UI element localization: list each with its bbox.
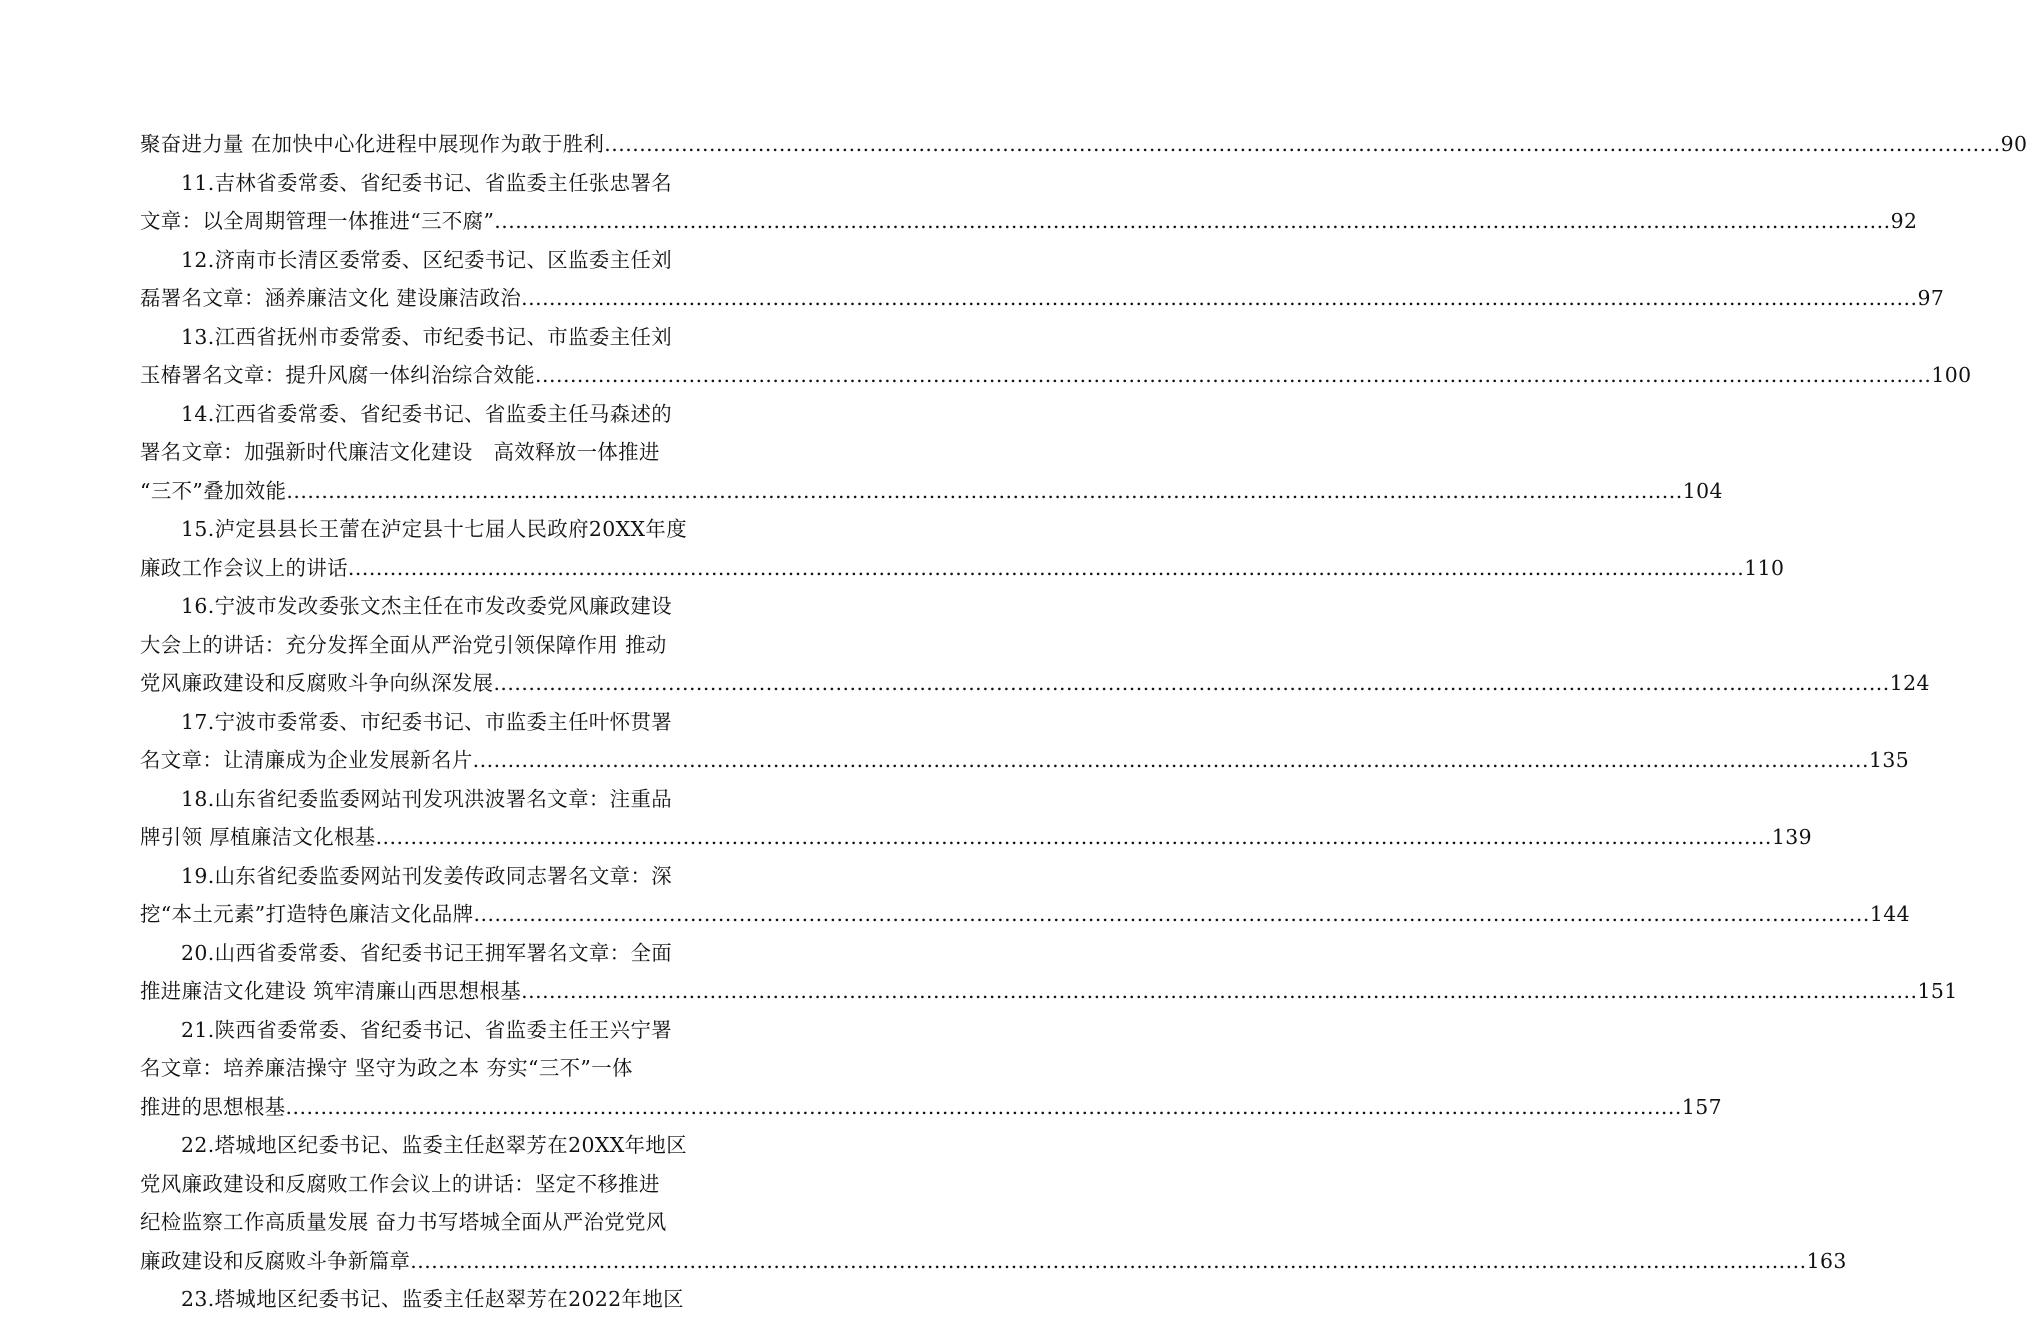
- toc-line: [140, 857, 770, 896]
- dot-leader: ........................................................................................................................................................................................................: [521, 286, 1918, 310]
- toc-page-number: 163: [1806, 1248, 1847, 1273]
- dot-leader: ........................................................................................................................................................................................................: [535, 363, 1932, 387]
- toc-page-number: 124: [1889, 671, 1930, 695]
- toc-page-number: 157: [1681, 1094, 1722, 1119]
- toc-line-text: 挖“本土元素”打造特色廉洁文化品牌: [140, 902, 474, 926]
- toc-line: [140, 510, 770, 549]
- toc-line: [140, 318, 770, 357]
- toc-line-text: 17.宁波市委常委、市纪委书记、市监委主任叶怀贯署: [181, 709, 673, 734]
- toc-page-number: 135: [1868, 748, 1910, 772]
- toc-page-number: 104: [1682, 478, 1723, 503]
- toc-page-number: 92: [1890, 209, 1918, 233]
- toc-line-text: 磊署名文章：涵养廉洁文化 建设廉洁政治: [140, 286, 522, 310]
- toc-line: [140, 549, 1785, 588]
- toc-line-text: 23.塔城地区纪委书记、监委主任赵翠芳在2022年地区: [181, 1287, 684, 1311]
- toc-line: [140, 472, 1723, 511]
- toc-line: [140, 1126, 770, 1165]
- toc-page-number: 110: [1744, 555, 1785, 580]
- toc-line: [140, 780, 770, 819]
- toc-line: [140, 395, 770, 434]
- toc-line: [140, 626, 770, 665]
- toc-line-text: 13.江西省抚州市委常委、市纪委书记、市监委主任刘: [181, 324, 673, 349]
- toc-line: [140, 895, 1910, 934]
- dot-leader: ........................................................................................................................................................................................................: [493, 671, 1890, 695]
- toc-line: [140, 241, 770, 280]
- toc-line-text: 牌引领 厚植廉洁文化根基: [140, 825, 376, 849]
- toc-line: [140, 356, 1972, 395]
- toc-line-text: 14.江西省委常委、省纪委书记、省监委主任马森述的: [181, 401, 673, 426]
- dot-leader: ........................................................................................................................................................................................................: [285, 1094, 1682, 1119]
- toc-line-text: 15.泸定县县长王蕾在泸定县十七届人民政府20XX年度: [181, 517, 688, 541]
- toc-line-text: 推进廉洁文化建设 筑牢清廉山西思想根基: [140, 979, 522, 1003]
- toc-line-text: 12.济南市长清区委常委、区纪委书记、区监委主任刘: [181, 247, 673, 272]
- toc-line: [140, 279, 1945, 318]
- toc-line: [140, 202, 1918, 241]
- dot-leader: ........................................................................................................................................................................................................: [410, 1248, 1807, 1273]
- toc-page: [140, 125, 2027, 1319]
- toc-line: [140, 164, 770, 203]
- toc-line: [140, 1088, 1722, 1127]
- toc-page-number: 144: [1869, 902, 1910, 926]
- toc-line-text: 推进的思想根基: [140, 1094, 286, 1119]
- toc-line: [140, 703, 770, 742]
- toc-line-text: 19.山东省纪委监委网站刊发姜传政同志署名文章：深: [181, 863, 673, 888]
- toc-line: [140, 1280, 770, 1319]
- toc-line-text: 党风廉政建设和反腐败工作会议上的讲话：坚定不移推进: [140, 1171, 660, 1196]
- toc-line-text: 11.吉林省委常委、省纪委书记、省监委主任张忠署名: [181, 170, 673, 195]
- toc-line-text: 纪检监察工作高质量发展 奋力书写塔城全面从严治党党风: [140, 1210, 667, 1234]
- toc-line-text: 18.山东省纪委监委网站刊发巩洪波署名文章：注重品: [181, 786, 673, 811]
- toc-line: [140, 587, 770, 626]
- toc-line-text: 20.山西省委常委、省纪委书记王拥军署名文章：全面: [181, 940, 673, 965]
- dot-leader: ........................................................................................................................................................................................................: [472, 748, 1869, 772]
- toc-line-text: 廉政工作会议上的讲话: [140, 555, 348, 580]
- toc-line-text: 大会上的讲话：充分发挥全面从严治党引领保障作用 推动: [140, 632, 667, 657]
- toc-line-text: 署名文章：加强新时代廉洁文化建设 高效释放一体推进: [140, 440, 660, 464]
- dot-leader: ........................................................................................................................................................................................................: [473, 902, 1870, 926]
- toc-line: [140, 664, 1930, 703]
- toc-page-number: 100: [1931, 363, 1972, 387]
- toc-line-text: 名文章：培养廉洁操守 坚守为政之本 夯实“三不”一体: [140, 1056, 633, 1080]
- toc-line: [140, 125, 2027, 164]
- dot-leader: ........................................................................................................................................................................................................: [604, 132, 2001, 156]
- toc-line-text: 21.陕西省委常委、省纪委书记、省监委主任王兴宁署: [181, 1017, 673, 1042]
- toc-line-text: 名文章：让清廉成为企业发展新名片: [140, 748, 473, 772]
- toc-line: [140, 934, 770, 973]
- dot-leader: ........................................................................................................................................................................................................: [347, 555, 1745, 580]
- toc-line-text: 22.塔城地区纪委书记、监委主任赵翠芳在20XX年地区: [181, 1133, 688, 1157]
- toc-line-text: 党风廉政建设和反腐败斗争向纵深发展: [140, 671, 494, 695]
- toc-line: [140, 1165, 770, 1204]
- toc-line: [140, 972, 1958, 1011]
- toc-line: [140, 1049, 770, 1088]
- toc-page-number: 151: [1917, 979, 1958, 1003]
- toc-line: [140, 1011, 770, 1050]
- dot-leader: ........................................................................................................................................................................................................: [521, 979, 1918, 1003]
- toc-line-text: 聚奋进力量 在加快中心化进程中展现作为敢于胜利: [140, 132, 605, 156]
- toc-line-text: 玉椿署名文章：提升风腐一体纠治综合效能: [140, 363, 536, 387]
- toc-line-text: 16.宁波市发改委张文杰主任在市发改委党风廉政建设: [181, 594, 673, 618]
- dot-leader: ........................................................................................................................................................................................................: [375, 825, 1772, 849]
- toc-line-text: “三不”叠加效能: [140, 478, 287, 503]
- toc-line: [140, 1203, 770, 1242]
- toc-line: [140, 1242, 1847, 1281]
- dot-leader: ........................................................................................................................................................................................................: [286, 478, 1683, 503]
- dot-leader: ........................................................................................................................................................................................................: [494, 209, 1891, 233]
- toc-page-number: 90: [2000, 132, 2027, 156]
- toc-line: [140, 741, 1910, 780]
- toc-line: [140, 818, 1813, 857]
- toc-page-number: 97: [1917, 286, 1945, 310]
- toc-line-text: 廉政建设和反腐败斗争新篇章: [140, 1248, 411, 1273]
- toc-page-number: 139: [1771, 825, 1813, 849]
- toc-line-text: 文章：以全周期管理一体推进“三不腐”: [140, 209, 495, 233]
- toc-line: [140, 433, 770, 472]
